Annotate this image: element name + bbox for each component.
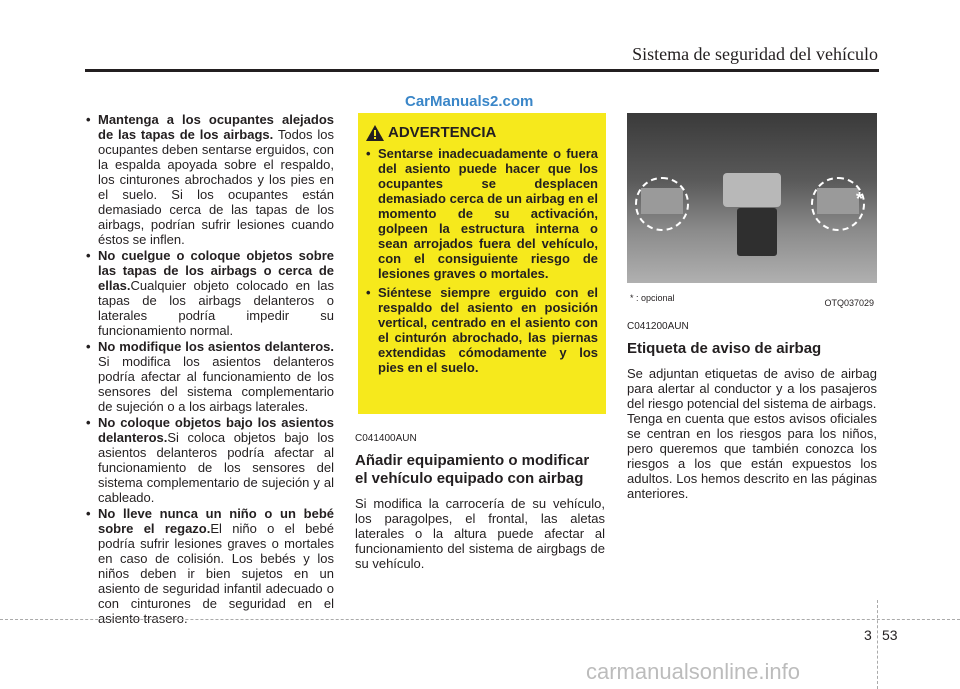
rearview-mirror	[737, 208, 777, 256]
bullet-item	[86, 506, 334, 626]
bullet-text: Cualquier objeto colocado en las tapas de los airbags delanteros o laterales podría impedir su funcionamiento normal.	[98, 278, 334, 338]
section-paragraph: Se adjuntan etiquetas de aviso de airbag para alertar al conductor y a los pasajeros del riesgo potencial del sistema de airbags.	[627, 366, 877, 411]
photo-caption-optional: * : opcional	[630, 293, 675, 303]
column-middle	[355, 431, 605, 571]
page-number: 53	[882, 627, 898, 643]
section-title: Añadir equipamiento o modificar el vehículo equipado con airbag	[355, 452, 590, 487]
section-code: C041200AUN	[627, 321, 689, 332]
chapter-number: 3	[864, 627, 872, 643]
bullet-text: Si modifica los asientos delanteros podría afectar al funcionamiento de los sensores del sistema complementario de sujeción o a los airbags laterales.	[98, 354, 334, 414]
column-left	[86, 112, 334, 627]
section-title: Etiqueta de aviso de airbag	[627, 340, 822, 357]
bullet-bold: No modifique los asientos delanteros.	[98, 339, 334, 354]
overhead-console	[723, 173, 781, 207]
bullet-item	[86, 339, 334, 414]
bullet-item	[86, 248, 334, 338]
bullet-text: Si coloca objetos bajo los asientos delanteros podría afectar al funcionamiento de los sensores del sistema complementario de sujeción y al cableado.	[98, 430, 334, 505]
bullet-item	[86, 112, 334, 247]
bullet-bold: No lleve nunca un niño o un bebé sobre el regazo.	[98, 506, 334, 536]
watermark-top[interactable]: CarManuals2.com	[405, 93, 534, 110]
label-highlight-circle-left	[635, 177, 689, 231]
photo-code: OTQ037029	[824, 298, 874, 308]
section-code: C041400AUN	[355, 433, 417, 444]
bullet-bold: No cuelgue o coloque objetos sobre las tapas de los airbags o cerca de ellas.	[98, 248, 334, 293]
header-rule	[85, 69, 879, 72]
warning-box	[358, 113, 606, 414]
footer-rule	[0, 619, 960, 620]
column-right	[627, 319, 877, 501]
bullet-text: El niño o el bebé podría sufrir lesiones graves o mortales en caso de colisión. Los bebés y los niños deben ir bien sujetos en un asiento de seguridad infantil adecuado o con cinturones de seguridad en el asiento trasero.	[98, 521, 334, 626]
bullet-bold: Mantenga a los ocupantes alejados de las tapas de los airbags.	[98, 112, 334, 142]
warning-title: ADVERTENCIA	[388, 124, 497, 141]
bullet-text: Todos los ocupantes deben sentarse erguidos, con la espalda apoyada sobre el respaldo, los cinturones abrochados y los pies en el suelo. Si los ocupantes están demasiado cerca de las tapas de los airbags, podrían sufrir lesiones cuando éstos se inflen.	[98, 127, 334, 247]
warning-body	[366, 146, 598, 379]
watermark-bottom[interactable]: carmanualsonline.info	[586, 659, 801, 684]
warning-bullet: • Siéntese siempre erguido con el respaldo del asiento en posición vertical, centrado en el asiento con el cinturón abrochado, las piernas extendidas cómodamente y los pies en el suelo.	[366, 285, 598, 375]
airbag-label-photo	[627, 113, 877, 312]
warning-bullet: • Sentarse inadecuadamente o fuera del asiento puede hacer que los ocupantes se desplacen demasiado cerca de un airbag en el momento de su activación, golpeen la estructura interna o sean arrojados fuera del vehículo, con el consiguiente riesgo de lesiones graves o mortales.	[366, 146, 598, 281]
bullet-bold: No coloque objetos bajo los asientos delanteros.	[98, 415, 334, 445]
warning-triangle-icon	[366, 125, 384, 141]
footer-divider	[877, 600, 878, 689]
optional-star-icon: *	[856, 189, 864, 209]
section-body: Si modifica la carrocería de su vehículo, los paragolpes, el frontal, las aletas laterales o la altura puede afectar al funcionamiento del sistema de airgbags de su vehículo.	[355, 496, 605, 571]
page-header-title: Sistema de seguridad del vehículo	[632, 44, 878, 64]
section-paragraph: Tenga en cuenta que estos avisos oficiales se centran en los riesgos para los niños, pero queremos que también conozca los riesgos a los que están expuestos los adultos. Los hemos descrito en las páginas anteriores.	[627, 411, 877, 501]
bullet-item	[86, 415, 334, 505]
